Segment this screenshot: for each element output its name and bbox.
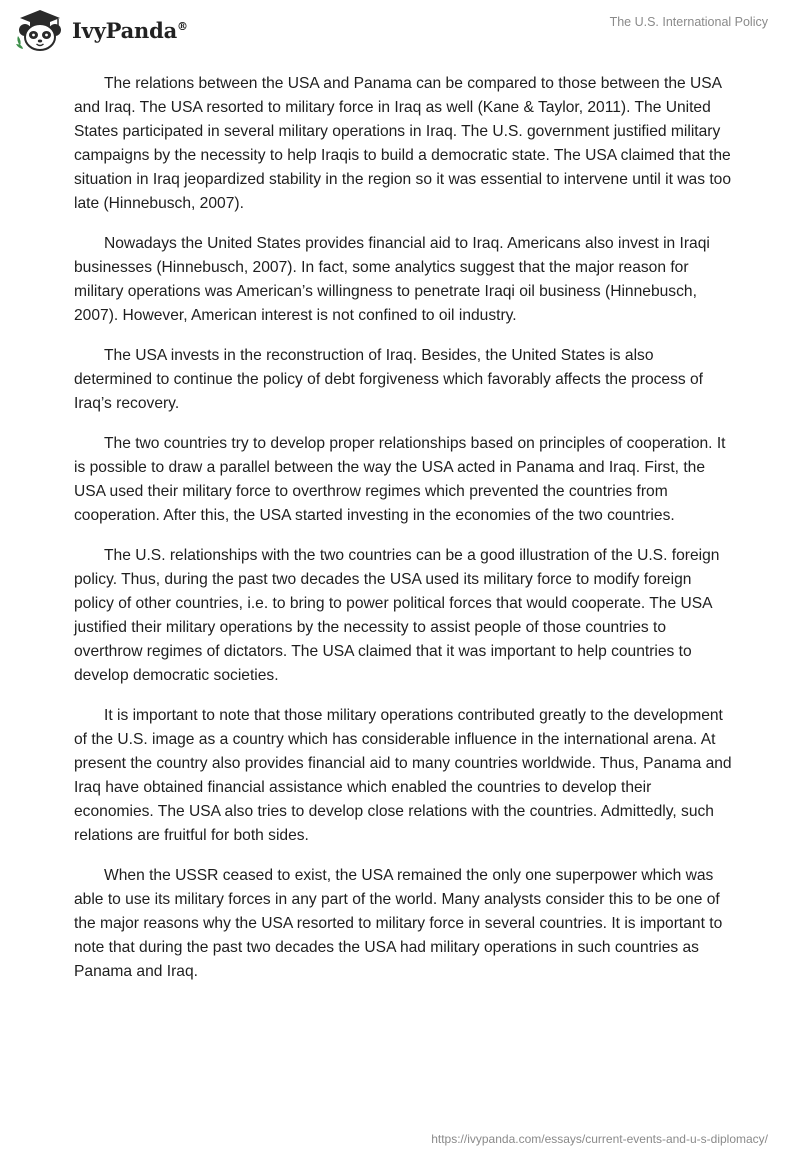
paragraph: Nowadays the United States provides financial aid to Iraq. Americans also invest in Iraqi businesses (Hinnebusch, 2007). In fact, some analytics suggest that the major reason for military operations was American’s willingness to penetrate Iraqi oil business (Hinnebusch, 2007). However, American interest is not confined to oil industry. [74, 235, 710, 324]
registered-mark: ® [177, 19, 188, 33]
paragraph: The USA invests in the reconstruction of Iraq. Besides, the United States is also determined to continue the policy of debt forgiveness which favorably affects the process of Iraq’s recovery. [74, 347, 704, 412]
logo-wordmark: IvyPanda® [72, 17, 188, 43]
page-header [0, 0, 800, 64]
document-title: The U.S. International Policy [609, 15, 768, 29]
source-url-link[interactable]: https://ivypanda.com/essays/current-events-and-u-s-diplomacy/ [431, 1132, 768, 1146]
paragraph: It is important to note that those military operations contributed greatly to the development of the U.S. image as a country which has considerable influence in the international arena. At present the country also provides financial aid to many countries worldwide. Thus, Panama and Iraq have obtained financial assistance which enabled the countries to develop their economies. The USA also tries to develop close relations with the countries. Admittedly, such relations are fruitful for both sides. [74, 707, 732, 844]
paragraph: The U.S. relationships with the two countries can be a good illustration of the U.S. foreign policy. Thus, during the past two decades the USA used its military force to modify foreign policy of other countries, i.e. to bring to power political forces that would cooperate. The USA justified their military operations by the necessity to assist people of those countries to overthrow regimes of dictators. The USA claimed that it was important to help countries to develop democratic societies. [74, 547, 720, 684]
essay-body [74, 72, 734, 1000]
paragraph: The relations between the USA and Panama can be compared to those between the USA and Iraq. The USA resorted to military force in Iraq as well (Kane & Taylor, 2011). The United States participated in several military operations in Iraq. The U.S. government justified military campaigns by the necessity to help Iraqis to build a democratic state. The USA claimed that the situation in Iraq jeopardized stability in the region so it was essential to intervene until it was too late (Hinnebusch, 2007). [74, 75, 732, 212]
ivypanda-logo[interactable] [14, 8, 188, 52]
panda-graduate-icon [14, 8, 66, 52]
paragraph: The two countries try to develop proper relationships based on principles of cooperation. It is possible to draw a parallel between the way the USA acted in Panama and Iraq. First, the USA used their military force to overthrow regimes which prevented the countries from cooperation. After this, the USA started investing in the economies of the two countries. [74, 435, 726, 524]
paragraph: When the USSR ceased to exist, the USA remained the only one superpower which was able to use its military forces in any part of the world. Many analysts consider this to be one of the major reasons why the USA resorted to military force in several countries. It is important to note that during the past two decades the USA had military operations in such countries as Panama and Iraq. [74, 867, 723, 980]
